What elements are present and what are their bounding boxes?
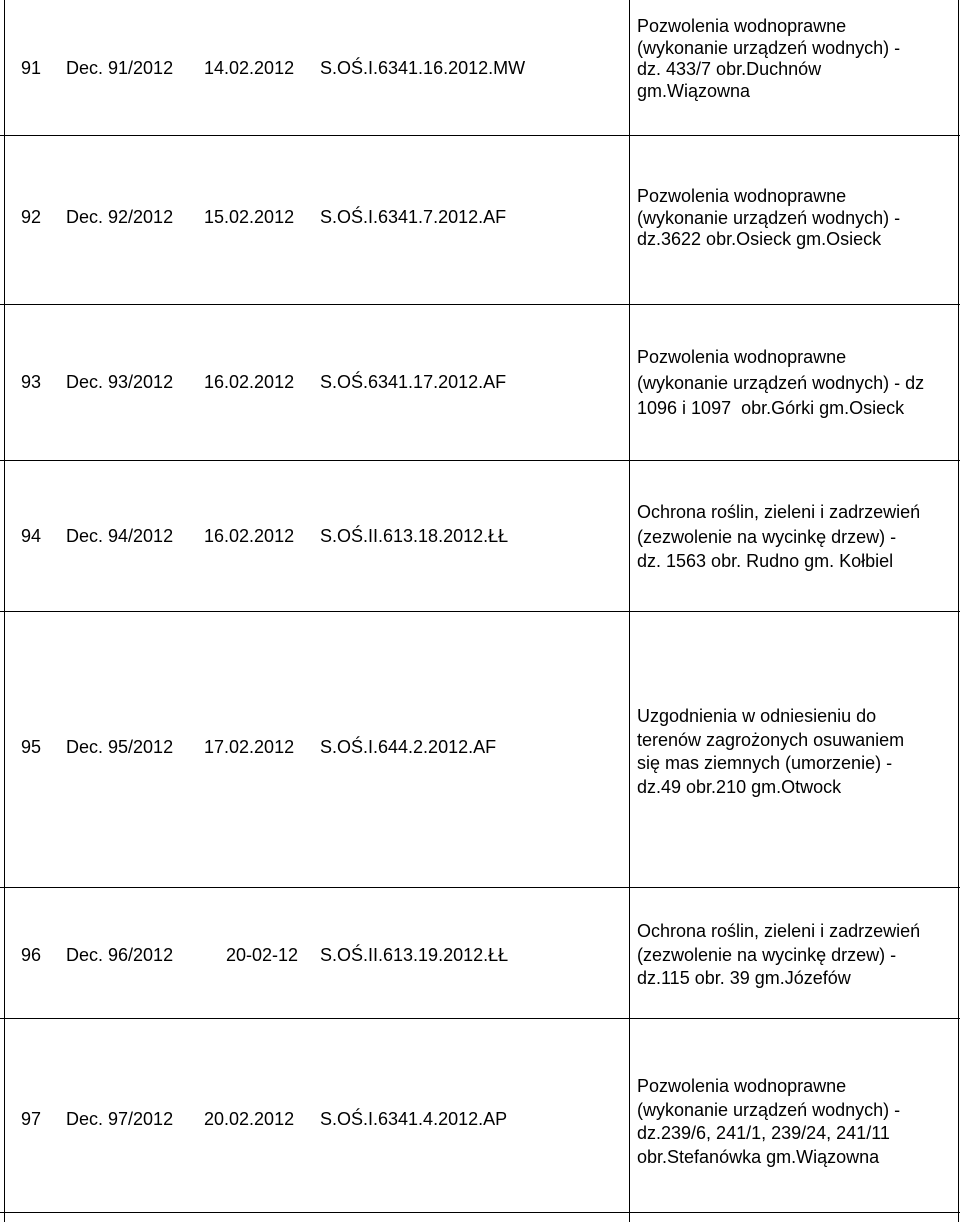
decision-description <box>637 706 955 798</box>
row-number: 92 <box>21 207 42 227</box>
case-signature: S.OŚ.I.6341.4.2012.AP <box>320 1109 508 1129</box>
row-divider <box>0 1018 960 1019</box>
case-signature: S.OŚ.I.644.2.2012.AF <box>320 737 497 757</box>
decision-date: 20-02-12 <box>226 945 299 965</box>
description-line: 1096 i 1097 obr.Górki gm.Osieck <box>637 398 905 418</box>
decision-description <box>637 347 955 420</box>
description-line: (wykonanie urządzeń wodnych) - <box>637 1099 901 1120</box>
row-number: 94 <box>21 526 42 546</box>
description-line: dz.239/6, 241/1, 239/24, 241/11 <box>637 1123 890 1143</box>
description-line: Pozwolenia wodnoprawne <box>637 1076 847 1096</box>
description-line: Uzgodnienia w odniesieniu do <box>637 706 877 726</box>
row-number: 93 <box>21 372 42 392</box>
description-line: (wykonanie urządzeń wodnych) - dz <box>637 372 925 393</box>
row-divider <box>0 460 960 461</box>
decision-number: Dec. 92/2012 <box>66 207 174 227</box>
decision-number: Dec. 96/2012 <box>66 945 174 965</box>
decision-number: Dec. 93/2012 <box>66 372 174 392</box>
decision-number: Dec. 94/2012 <box>66 526 174 546</box>
row-divider <box>0 1212 960 1213</box>
decision-date: 14.02.2012 <box>204 58 295 78</box>
description-line: (zezwolenie na wycinkę drzew) - <box>637 526 897 547</box>
decision-date: 20.02.2012 <box>204 1109 295 1129</box>
case-signature: S.OŚ.6341.17.2012.AF <box>320 372 507 392</box>
row-divider <box>0 304 960 305</box>
decision-description <box>637 502 955 573</box>
description-line: dz. 1563 obr. Rudno gm. Kołbiel <box>637 551 894 571</box>
row-number: 97 <box>21 1109 42 1129</box>
description-line: (wykonanie urządzeń wodnych) - <box>637 37 901 58</box>
decision-description <box>637 1076 955 1168</box>
decision-description <box>637 921 955 990</box>
description-line: dz.3622 obr.Osieck gm.Osieck <box>637 229 882 249</box>
row-divider <box>0 611 960 612</box>
row-number: 91 <box>21 58 42 78</box>
case-signature: S.OŚ.II.613.19.2012.ŁŁ <box>320 945 509 965</box>
row-number: 95 <box>21 737 42 757</box>
decision-date: 16.02.2012 <box>204 526 295 546</box>
description-line: Pozwolenia wodnoprawne <box>637 16 847 36</box>
decision-description <box>637 16 955 102</box>
description-line: (wykonanie urządzeń wodnych) - <box>637 207 901 228</box>
description-line: Pozwolenia wodnoprawne <box>637 347 847 367</box>
decision-number: Dec. 91/2012 <box>66 58 174 78</box>
description-line: Ochrona roślin, zieleni i zadrzewień <box>637 502 921 522</box>
row-divider <box>0 135 960 136</box>
description-line: dz.49 obr.210 gm.Otwock <box>637 776 842 797</box>
description-line: Pozwolenia wodnoprawne <box>637 186 847 206</box>
description-line: Ochrona roślin, zieleni i zadrzewień <box>637 921 921 941</box>
description-line: się mas ziemnych (umorzenie) - <box>637 753 893 773</box>
row-divider <box>0 887 960 888</box>
row-number: 96 <box>21 945 42 965</box>
description-line: dz.115 obr. 39 gm.Józefów <box>637 968 851 988</box>
decision-number: Dec. 97/2012 <box>66 1109 174 1129</box>
case-signature: S.OŚ.I.6341.16.2012.MW <box>320 58 526 78</box>
description-line: obr.Stefanówka gm.Wiązowna <box>637 1146 880 1167</box>
decision-date: 17.02.2012 <box>204 737 295 757</box>
description-line: (zezwolenie na wycinkę drzew) - <box>637 944 897 965</box>
case-signature: S.OŚ.I.6341.7.2012.AF <box>320 207 507 227</box>
decision-number: Dec. 95/2012 <box>66 737 174 757</box>
decision-date: 15.02.2012 <box>204 207 295 227</box>
description-line: terenów zagrożonych osuwaniem <box>637 729 905 750</box>
decision-description <box>637 186 955 251</box>
description-line: gm.Wiązowna <box>637 80 751 101</box>
case-signature: S.OŚ.II.613.18.2012.ŁŁ <box>320 526 509 546</box>
description-line: dz. 433/7 obr.Duchnów <box>637 59 822 79</box>
decision-date: 16.02.2012 <box>204 372 295 392</box>
